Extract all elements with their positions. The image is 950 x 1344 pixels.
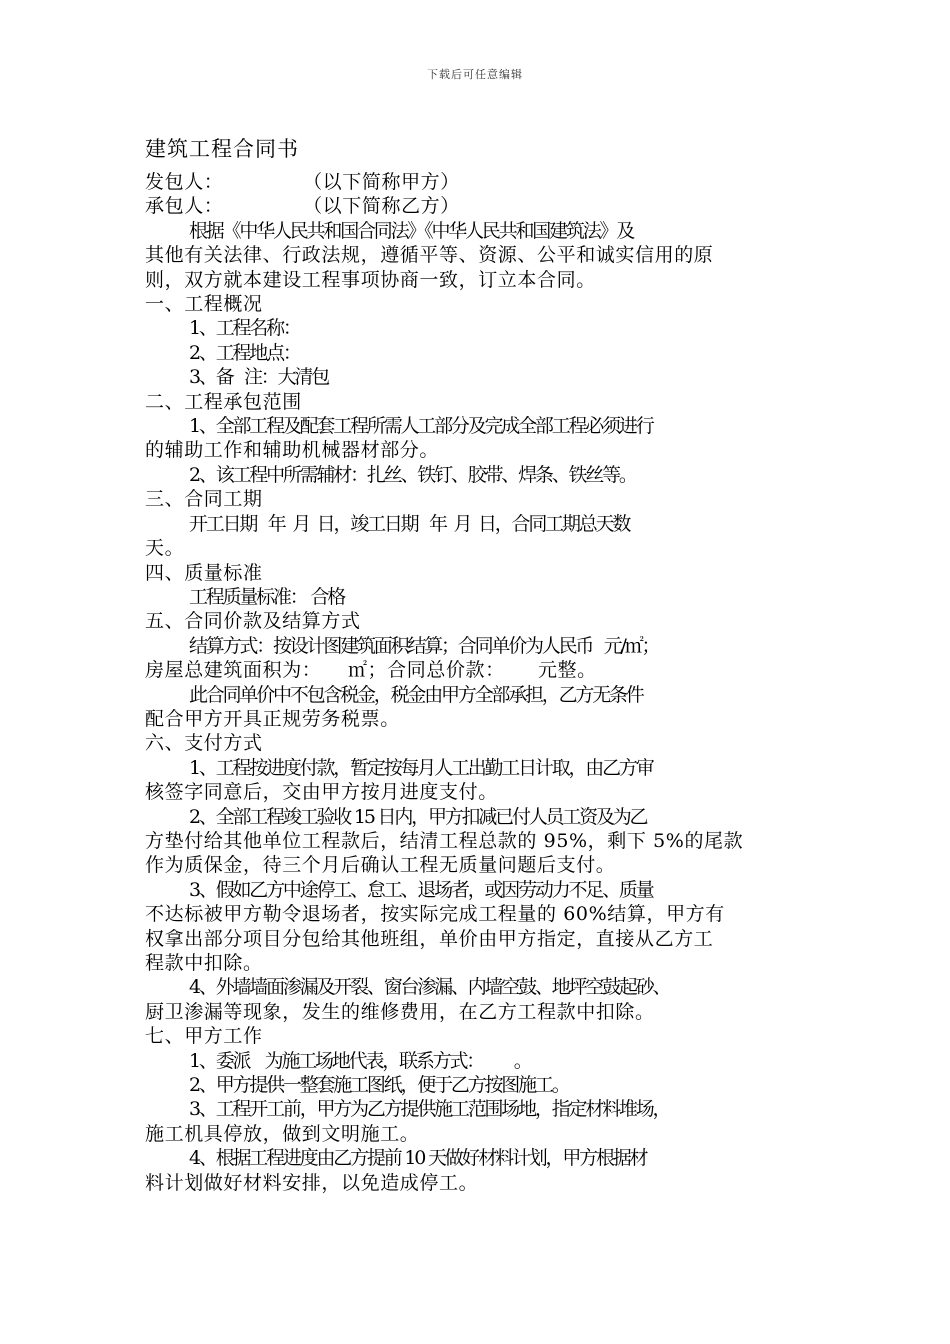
- text-line: 3、备 注：大清包: [189, 366, 329, 389]
- text-line: 的辅助工作和辅助机械器材部分。: [145, 439, 440, 462]
- text-line: 承包人： （以下简称乙方）: [145, 195, 460, 218]
- text-line: 四、质量标准: [145, 561, 263, 584]
- text-line: 1、工程按进度付款，暂定按每月人工出勤工日计取，由乙方审: [189, 756, 653, 779]
- text-line: 施工机具停放，做到文明施工。: [145, 1122, 420, 1145]
- text-line: 方垫付给其他单位工程款后，结清工程总款的 95%，剩下 5%的尾款: [145, 829, 744, 852]
- text-line: 程款中扣除。: [145, 952, 263, 974]
- text-line: 1、全部工程及配套工程所需人工部分及完成全部工程必须进行: [189, 415, 653, 438]
- document-title: 建筑工程合同书: [145, 137, 299, 161]
- text-line: 开工日期 年 月 日，竣工日期 年 月 日，合同工期总天数: [189, 512, 630, 535]
- text-line: 房屋总建筑面积为： ㎡；合同总价款： 元整。: [145, 659, 597, 682]
- text-line: 2、全部工程竣工验收 15 日内，甲方扣减已付人员工资及为乙: [189, 805, 647, 828]
- text-line: 此合同单价中不包含税金，税金由甲方全部承担，乙方无条件: [189, 683, 643, 706]
- text-line: 其他有关法律、行政法规，遵循平等、资源、公平和诚实信用的原: [145, 244, 714, 267]
- text-line: 作为质保金，待三个月后确认工程无质量问题后支付。: [145, 854, 616, 877]
- text-line: 结算方式：按设计图建筑面积结算；合同单价为人民币 元/㎡；: [189, 634, 659, 657]
- text-line: 则，双方就本建设工程事项协商一致，订立本合同。: [145, 268, 596, 291]
- text-line: 天。: [145, 537, 185, 560]
- text-line: 不达标被甲方勒令退场者，按实际完成工程量的 60%结算，甲方有: [145, 903, 725, 926]
- text-line: 五、合同价款及结算方式: [145, 610, 361, 633]
- text-line: 根据《中华人民共和国合同法》《中华人民共和国建筑法》及: [189, 219, 634, 242]
- text-line: 核签字同意后，交由甲方按月进度支付。: [145, 781, 498, 804]
- text-line: 一、工程概况: [145, 293, 263, 316]
- text-line: 七、甲方工作: [145, 1025, 263, 1048]
- contract-body: [145, 134, 810, 1195]
- text-line: 工程质量标准： 合格: [189, 585, 345, 608]
- text-line: 料计划做好材料安排，以免造成停工。: [145, 1171, 479, 1194]
- text-line: 1、委派 为施工场地代表，联系方式： 。: [189, 1049, 531, 1072]
- text-line: 三、合同工期: [145, 488, 263, 511]
- page-header-note: 下载后可任意编辑: [427, 68, 523, 81]
- text-line: 配合甲方开具正规劳务税票。: [145, 707, 400, 730]
- text-line: 六、支付方式: [145, 732, 263, 755]
- text-line: 发包人： （以下简称甲方）: [145, 171, 460, 193]
- text-line: 4、根据工程进度由乙方提前 10 天做好材料计划，甲方根据材: [189, 1147, 647, 1170]
- text-line: 2、甲方提供一整套施工图纸，便于乙方按图施工。: [189, 1074, 569, 1097]
- text-line: 3、工程开工前，甲方为乙方提供施工范围场地，指定材料堆场，: [189, 1098, 670, 1121]
- text-line: 2、工程地点：: [189, 341, 300, 364]
- text-line: 4、外墙墙面渗漏及开裂、窗台渗漏、内墙空鼓、地坪空鼓起砂、: [189, 976, 670, 999]
- text-line: 厨卫渗漏等现象，发生的维修费用，在乙方工程款中扣除。: [145, 1000, 655, 1023]
- text-line: 二、工程承包范围: [145, 390, 302, 413]
- contract-text: [145, 170, 810, 1195]
- text-line: 权拿出部分项目分包给其他班组，单价由甲方指定，直接从乙方工: [145, 927, 714, 950]
- text-line: 2、该工程中所需辅材：扎丝、铁钉、胶带、焊条、铁丝等。: [189, 463, 636, 486]
- text-line: 3、假如乙方中途停工、怠工、退场者，或因劳动力不足、质量: [189, 878, 653, 901]
- text-line: 1、工程名称：: [189, 317, 300, 340]
